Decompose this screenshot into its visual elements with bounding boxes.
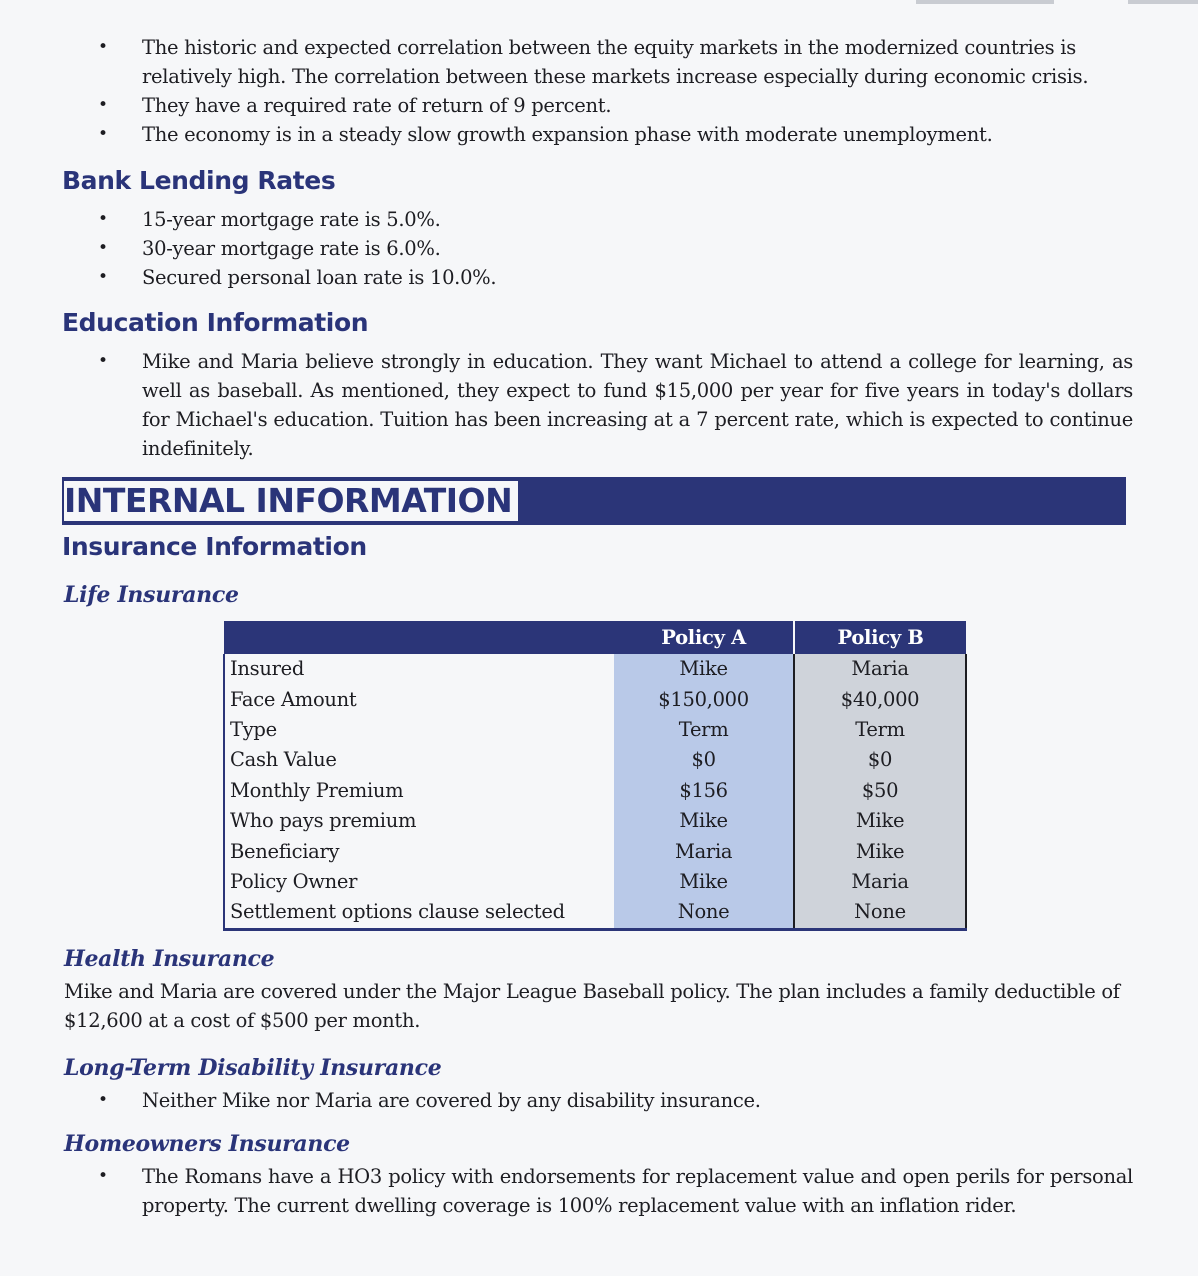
policy-b-value: $40,000 — [794, 684, 966, 714]
life-insurance-table — [223, 621, 967, 931]
policy-b-value: Maria — [794, 654, 966, 684]
table-header-blank — [224, 621, 614, 654]
policy-a-value: None — [614, 897, 794, 929]
education-list — [98, 347, 1133, 463]
policy-b-value: Mike — [794, 806, 966, 836]
policy-b-value: Maria — [794, 867, 966, 897]
insurance-heading: Insurance Information — [62, 532, 367, 561]
life-insurance-heading: Life Insurance — [64, 582, 239, 608]
row-label: Monthly Premium — [224, 776, 614, 806]
homeowners-list — [98, 1162, 1133, 1220]
row-label: Who pays premium — [224, 806, 614, 836]
row-label: Face Amount — [224, 684, 614, 714]
policy-b-value: Term — [794, 715, 966, 745]
list-item: • Neither Mike nor Maria are covered by any disability insurance. — [98, 1086, 1133, 1115]
list-item: • The economy is in a steady slow growth expansion phase with moderate unemployment. — [98, 120, 1133, 149]
intro-bullet-list — [98, 33, 1133, 149]
health-insurance-heading: Health Insurance — [64, 946, 275, 972]
list-item: • 30-year mortgage rate is 6.0%. — [98, 234, 1133, 263]
list-item: • Secured personal loan rate is 10.0%. — [98, 263, 1133, 292]
policy-a-value: Maria — [614, 836, 794, 866]
homeowners-insurance-heading: Homeowners Insurance — [64, 1131, 350, 1157]
disability-insurance-heading: Long-Term Disability Insurance — [64, 1055, 442, 1081]
table-header-policy-b: Policy B — [794, 621, 966, 654]
bank-lending-heading: Bank Lending Rates — [62, 166, 336, 195]
section-title: INTERNAL INFORMATION — [64, 481, 518, 521]
row-label: Settlement options clause selected — [224, 897, 614, 929]
list-item: • The historic and expected correlation between the equity markets in the modernized countries is relatively high. The correlation between these markets increase especially during economic crisis. — [98, 33, 1133, 91]
list-item: • They have a required rate of return of 9 percent. — [98, 91, 1133, 120]
policy-b-value: Mike — [794, 836, 966, 866]
policy-a-value: Mike — [614, 654, 794, 684]
disability-list — [98, 1086, 1133, 1115]
table-row — [224, 806, 966, 836]
table-row — [224, 745, 966, 775]
list-item: • Mike and Maria believe strongly in education. They want Michael to attend a college for learning, as well as baseball. As mentioned, they expect to fund $15,000 per year for five years in today's dollars for Michael's education. Tuition has been increasing at a 7 percent rate, which is expected to continue indefinitely. — [98, 347, 1133, 463]
policy-a-value: $156 — [614, 776, 794, 806]
table-header-row — [224, 621, 966, 654]
policy-a-value: Mike — [614, 867, 794, 897]
list-item: • The Romans have a HO3 policy with endorsements for replacement value and open perils for personal property. The current dwelling coverage is 100% replacement value with an inflation rider. — [98, 1162, 1133, 1220]
table-row — [224, 715, 966, 745]
row-label: Type — [224, 715, 614, 745]
bank-lending-list — [98, 205, 1133, 292]
row-label: Policy Owner — [224, 867, 614, 897]
education-heading: Education Information — [62, 308, 369, 337]
table-header-policy-a: Policy A — [614, 621, 794, 654]
table-row — [224, 836, 966, 866]
row-label: Cash Value — [224, 745, 614, 775]
table-row — [224, 867, 966, 897]
list-item: • 15-year mortgage rate is 5.0%. — [98, 205, 1133, 234]
section-banner — [62, 477, 1126, 525]
table-row — [224, 776, 966, 806]
policy-a-value: $150,000 — [614, 684, 794, 714]
row-label: Beneficiary — [224, 836, 614, 866]
table-row — [224, 654, 966, 684]
policy-b-value: $0 — [794, 745, 966, 775]
table-row — [224, 897, 966, 929]
policy-a-value: Term — [614, 715, 794, 745]
policy-b-value: None — [794, 897, 966, 929]
row-label: Insured — [224, 654, 614, 684]
health-insurance-text: Mike and Maria are covered under the Major League Baseball policy. The plan includes a family deductible of $12,600 at a cost of $500 per month. — [64, 980, 1120, 1032]
policy-a-value: $0 — [614, 745, 794, 775]
policy-a-value: Mike — [614, 806, 794, 836]
policy-b-value: $50 — [794, 776, 966, 806]
table-row — [224, 684, 966, 714]
